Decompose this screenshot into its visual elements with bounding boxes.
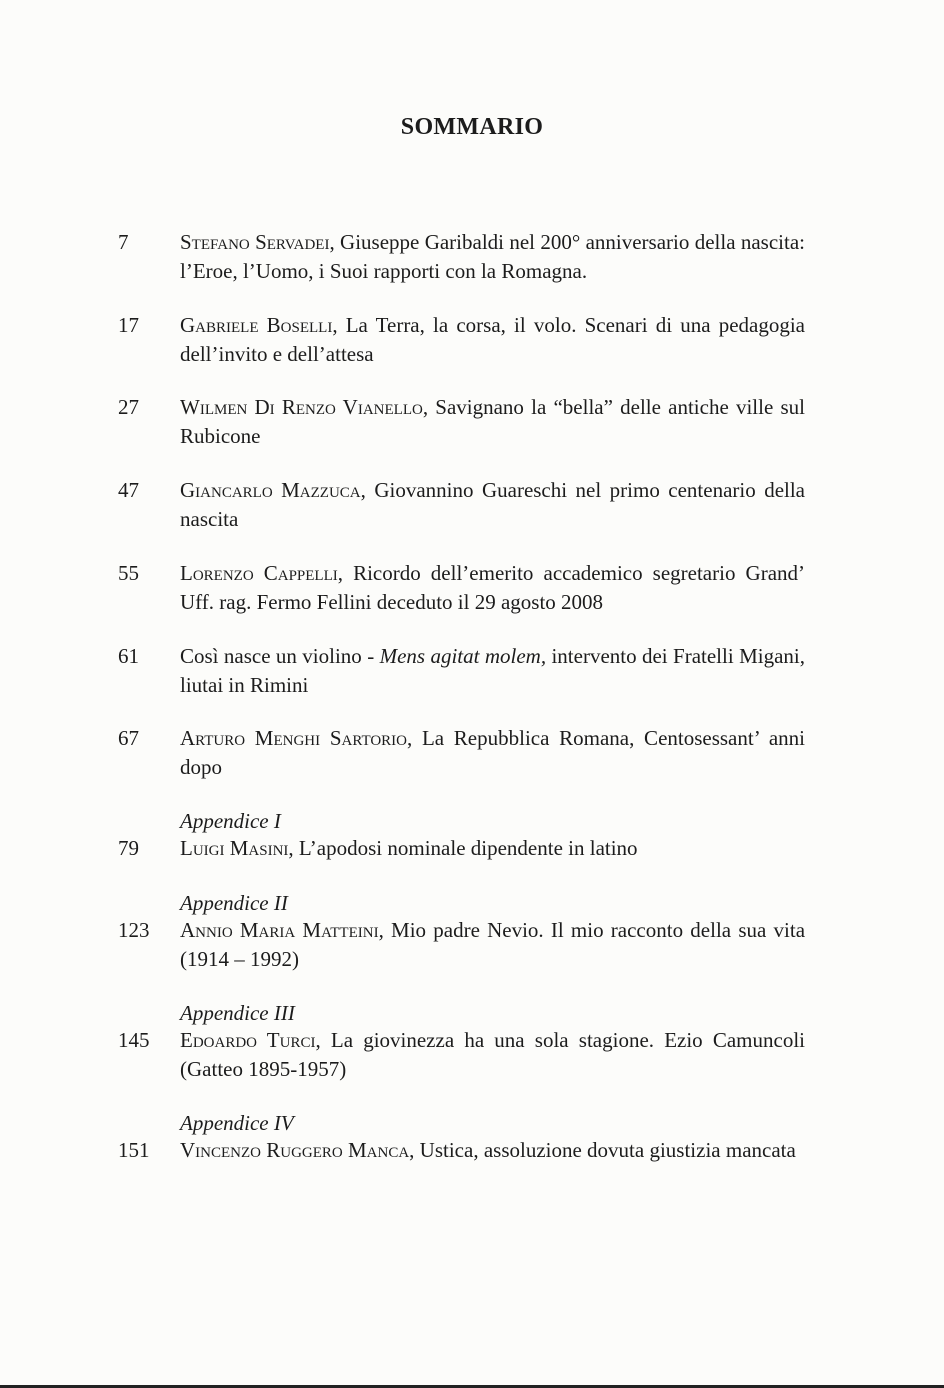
- page-number: 55: [118, 561, 139, 585]
- entry-title-italic: Mens agitat molem,: [379, 644, 547, 668]
- page-number: 123: [118, 918, 150, 942]
- entry-text: Wilmen Di Renzo Vianello, Savignano la “bella” delle antiche ville sul Rubicone: [180, 395, 805, 448]
- entry-author: Luigi Masini: [180, 836, 289, 860]
- entry-title: Giovannino Guareschi nel primo centenario della nascita: [180, 478, 805, 531]
- entry-title: L’apodosi nominale dipendente in latino: [298, 836, 638, 860]
- page-number: 17: [118, 313, 139, 337]
- entry-title: Così nasce un violino -: [180, 644, 380, 668]
- entry-text: Gabriele Boselli, La Terra, la corsa, il volo. Scenari di una pedagogia dell’invito e dell’attesa: [180, 313, 805, 366]
- entry-text: Edoardo Turci, La giovinezza ha una sola stagione. Ezio Camuncoli (Gatteo 1895-1957): [180, 1028, 806, 1081]
- entry-text: Annio Maria Matteini, Mio padre Nevio. Il mio racconto della sua vita (1914 – 1992): [180, 918, 806, 971]
- entry-author: Giancarlo Mazzuca: [180, 478, 361, 502]
- entry-text: Lorenzo Cappelli, Ricordo dell’emerito accademico segretario Grand’ Uff. rag. Fermo Fellini deceduto il 29 agosto 2008: [180, 561, 806, 614]
- entry-author: Wilmen Di Renzo Vianello: [180, 395, 423, 419]
- entry-text: Vincenzo Ruggero Manca, Ustica, assoluzione dovuta giustizia mancata: [180, 1138, 796, 1162]
- page-number: 67: [118, 726, 139, 750]
- entry-text: [180, 642, 805, 700]
- appendix-heading: Appendice IV: [180, 1111, 294, 1135]
- page-number: 61: [118, 644, 139, 668]
- entry-author: Stefano Servadei: [180, 230, 330, 254]
- entry-title: Ustica, assoluzione dovuta giustizia mancata: [419, 1138, 796, 1162]
- page-title: SOMMARIO: [400, 114, 544, 140]
- entry-text: Arturo Menghi Sartorio, La Repubblica Romana, Centosessant’ anni dopo: [180, 726, 806, 779]
- entry-title: intervento dei Fratelli Migani, liutai in Rimini: [180, 644, 805, 697]
- appendix-heading: Appendice II: [180, 891, 288, 915]
- page-number: 79: [118, 836, 139, 860]
- entry-author: Arturo Menghi Sartorio: [180, 726, 407, 750]
- appendix-heading: Appendice I: [180, 809, 281, 833]
- entry-author: Lorenzo Cappelli: [180, 561, 338, 585]
- entry-title: Giuseppe Garibaldi nel 200° anniversario della nascita: l’Eroe, l’Uomo, i Suoi rapporti con la Romagna.: [180, 230, 805, 283]
- entry-title: Savignano la “bella” delle antiche ville sul Rubicone: [180, 395, 805, 448]
- page-number: 145: [118, 1028, 150, 1052]
- appendix-heading: Appendice III: [180, 1001, 295, 1025]
- page-number: 151: [118, 1138, 150, 1162]
- entry-title: La Terra, la corsa, il volo. Scenari di una pedagogia dell’invito e dell’attesa: [180, 313, 805, 366]
- entry-title: La Repubblica Romana, Centosessant’ anni dopo: [180, 726, 806, 779]
- entry-author: Gabriele Boselli: [180, 313, 333, 337]
- page-number: 47: [118, 478, 139, 502]
- entry-text: Luigi Masini, L’apodosi nominale dipendente in latino: [180, 836, 638, 860]
- entry-text: Stefano Servadei, Giuseppe Garibaldi nel 200° anniversario della nascita: l’Eroe, l’Uomo, i Suoi rapporti con la Romagna.: [180, 230, 805, 283]
- entry-author: Vincenzo Ruggero Manca: [180, 1138, 410, 1162]
- entry-title: La giovinezza ha una sola stagione. Ezio Camuncoli (Gatteo 1895-1957): [180, 1028, 806, 1081]
- page-number: 27: [118, 395, 139, 419]
- entry-title: Ricordo dell’emerito accademico segretario Grand’ Uff. rag. Fermo Fellini deceduto il 29 agosto 2008: [180, 561, 806, 614]
- page-number: 7: [118, 230, 129, 254]
- entry-author: Edoardo Turci: [180, 1028, 316, 1052]
- entry-title: Mio padre Nevio. Il mio racconto della sua vita (1914 – 1992): [180, 918, 806, 971]
- entry-author: Annio Maria Matteini: [180, 918, 379, 942]
- entry-text: Giancarlo Mazzuca, Giovannino Guareschi nel primo centenario della nascita: [180, 478, 805, 531]
